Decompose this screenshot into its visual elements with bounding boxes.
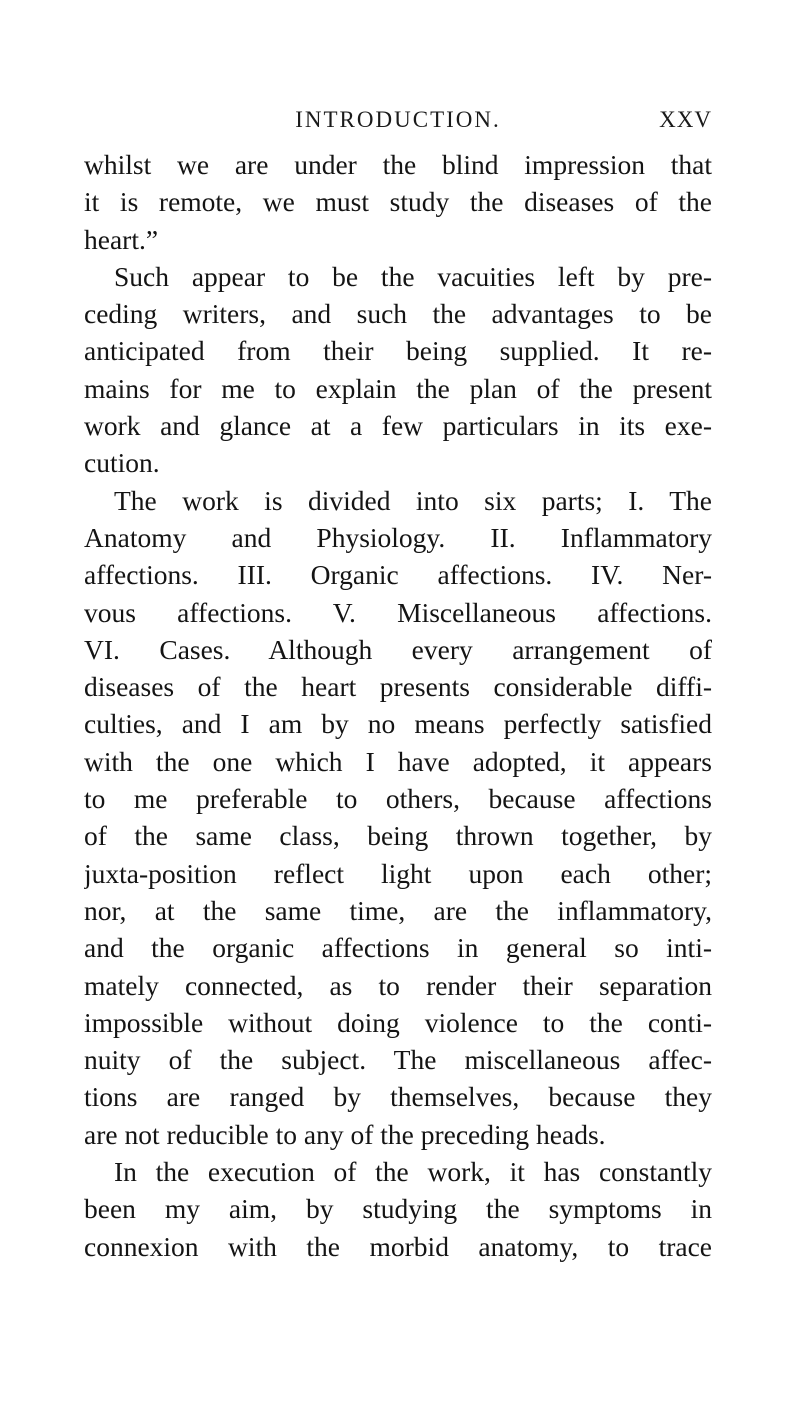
text-line: ceding writers, and such the advantages to be xyxy=(84,298,712,330)
text-line: connexion with the morbid anatomy, to trace xyxy=(84,1230,712,1262)
text-line: mains for me to explain the plan of the present xyxy=(84,372,712,404)
text-line: impossible without doing violence to the conti- xyxy=(84,1006,712,1038)
text-line: been my aim, by studying the symptoms in xyxy=(84,1193,712,1225)
text-line: Anatomy and Physiology. II. Inflammatory xyxy=(84,521,712,553)
running-head xyxy=(84,106,712,134)
text-line: tions are ranged by themselves, because they xyxy=(84,1081,712,1113)
text-line: The work is divided into six parts; I. The xyxy=(114,484,712,516)
text-line: In the execution of the work, it has constantly xyxy=(114,1156,712,1188)
running-head-title: INTRODUCTION. xyxy=(295,107,501,132)
text-line: nor, at the same time, are the inflammatory, xyxy=(84,894,712,926)
text-line: it is remote, we must study the diseases of the xyxy=(84,186,712,218)
text-line: affections. III. Organic affections. IV. Ner- xyxy=(84,559,712,591)
text-line: vous affections. V. Miscellaneous affections. xyxy=(84,596,712,628)
text-line: to me preferable to others, because affections xyxy=(84,783,712,815)
text-line: Such appear to be the vacuities left by pre- xyxy=(114,260,712,292)
text-line: diseases of the heart presents considerable diffi- xyxy=(84,671,712,703)
text-line: heart.” xyxy=(84,223,159,255)
page-number: XXV xyxy=(659,107,712,132)
text-line: and the organic affections in general so inti- xyxy=(84,932,712,964)
text-line: are not reducible to any of the preceding heads. xyxy=(84,1118,606,1150)
text-line: work and glance at a few particulars in its exe- xyxy=(84,410,712,442)
text-line: of the same class, being thrown together, by xyxy=(84,820,712,852)
text-line: VI. Cases. Although every arrangement of xyxy=(84,633,712,665)
text-line: whilst we are under the blind impression that xyxy=(84,149,712,180)
text-line: juxta-position reflect light upon each other; xyxy=(84,857,712,889)
body-text xyxy=(84,146,712,1265)
text-line: cution. xyxy=(84,447,160,479)
text-line: culties, and I am by no means perfectly satisfied xyxy=(84,708,712,740)
text-line: nuity of the subject. The miscellaneous affec- xyxy=(84,1044,712,1076)
text-line: with the one which I have adopted, it appears xyxy=(84,745,712,777)
text-line: anticipated from their being supplied. It re- xyxy=(84,335,712,367)
text-line: mately connected, as to render their separation xyxy=(84,969,712,1001)
